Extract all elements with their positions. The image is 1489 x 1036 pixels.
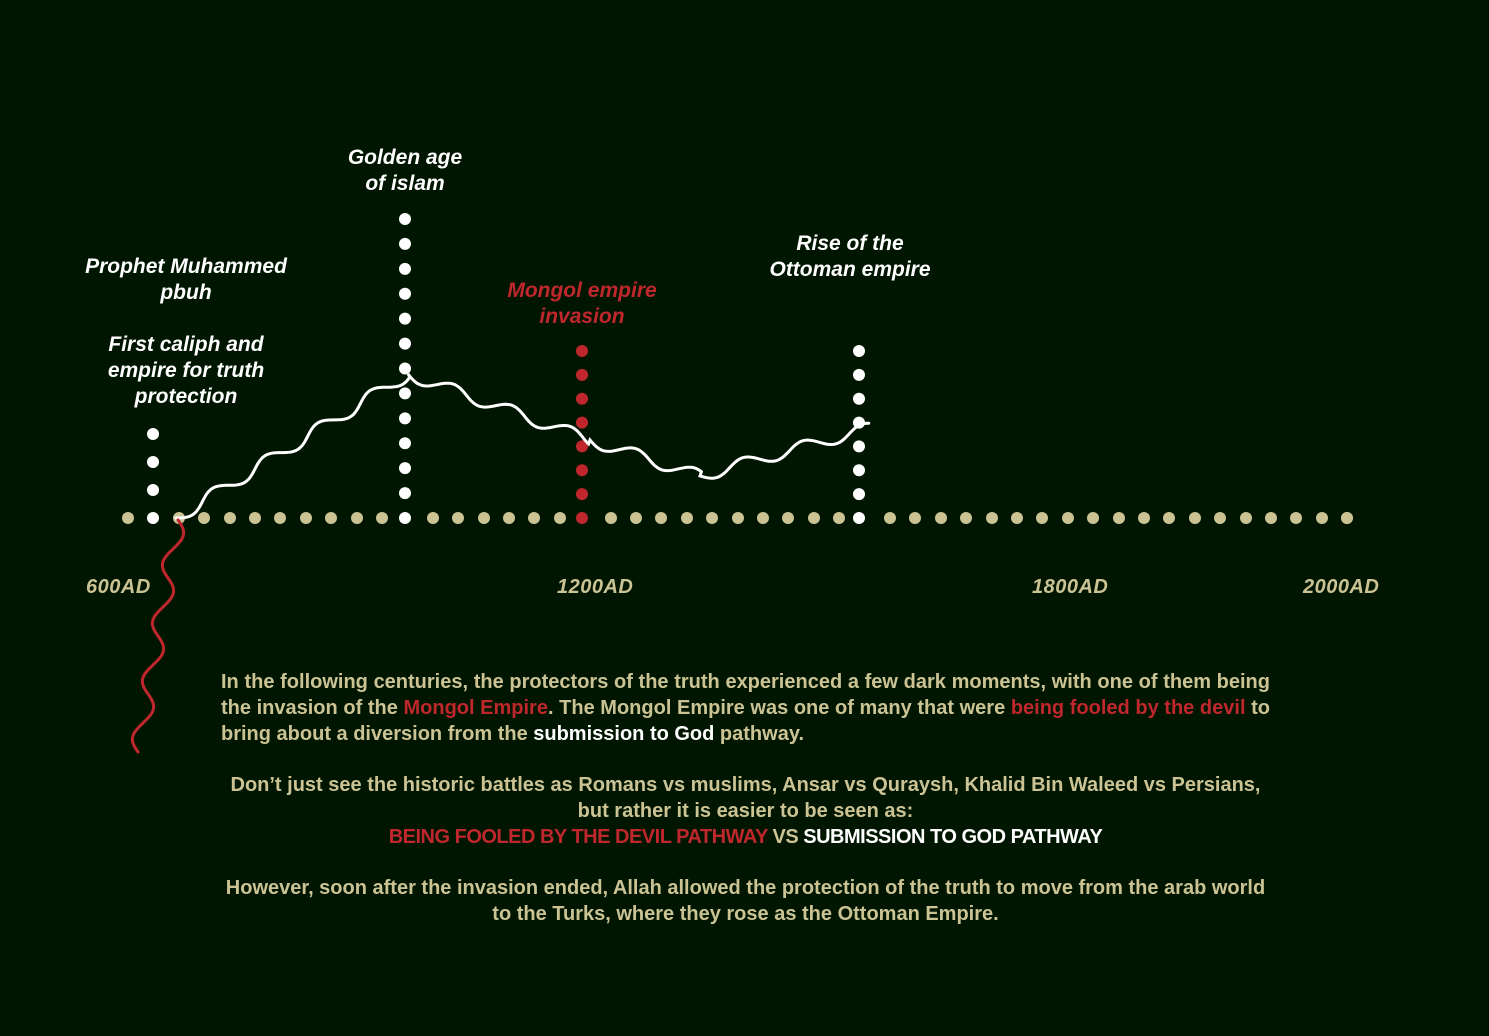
marker-mongol-invasion-dot [576,369,588,381]
marker-mongol-invasion-dot [576,464,588,476]
marker-golden-age-dot [399,437,411,449]
axis-dot [605,512,617,524]
axis-dot [681,512,693,524]
paragraph-ottoman-rise: However, soon after the invasion ended, Allah allowed the protection of the truth to move from the arab world to the Turks, where they rose as the Ottoman Empire. [225,877,1266,925]
axis-dot [884,512,896,524]
marker-golden-age-dot [399,487,411,499]
axis-dot [1062,512,1074,524]
axis-dot [960,512,972,524]
marker-first-caliph-dot [147,428,159,440]
marker-golden-age-dot [399,387,411,399]
axis-dot [1214,512,1226,524]
devil-diversion-wave [132,520,183,752]
axis-dot [274,512,286,524]
p1-mongol-empire: Mongol Empire [403,697,548,719]
marker-first-caliph-dot [147,512,159,524]
axis-dot [376,512,388,524]
p1-text-2: . The Mongol Empire was one of many that were [547,697,1011,719]
event-label-prophet: Prophet Muhammed pbuh [85,255,287,304]
axis-dot [1316,512,1328,524]
year-label-2000: 2000AD [1303,576,1380,598]
axis-dot [1113,512,1125,524]
marker-golden-age-dot [399,263,411,275]
axis-dot [427,512,439,524]
marker-golden-age-dot [399,512,411,524]
axis-dot [1087,512,1099,524]
marker-mongol-invasion-dot [576,417,588,429]
axis-dot [122,512,134,524]
axis-dot [909,512,921,524]
marker-first-caliph-dot [147,456,159,468]
axis-dot [706,512,718,524]
marker-ottoman-dot [853,464,865,476]
axis-dot [224,512,236,524]
p2-text: Don’t just see the historic battles as Romans vs muslims, Ansar vs Quraysh, Khalid Bin Waleed vs Persians, but rather it is easier to be seen as: [230,774,1261,822]
marker-golden-age-dot [399,363,411,375]
axis-dot [833,512,845,524]
marker-ottoman-dot [853,512,865,524]
axis-dot [808,512,820,524]
axis-dot [1011,512,1023,524]
marker-golden-age-dot [399,238,411,250]
event-label-ottoman: Rise of the Ottoman empire [769,232,931,281]
marker-golden-age-dot [399,213,411,225]
axis-dot [1290,512,1302,524]
marker-mongol-invasion-dot [576,393,588,405]
paragraph-mongol-invasion [221,669,1270,747]
p2-vs: VS [772,826,799,848]
axis-dot [782,512,794,524]
axis-dot [1163,512,1175,524]
marker-first-caliph-dot [147,484,159,496]
axis-dot [325,512,337,524]
axis-dot [452,512,464,524]
marker-golden-age-dot [399,412,411,424]
axis-dot [935,512,947,524]
axis-dot [1265,512,1277,524]
year-label-1800: 1800AD [1032,576,1109,598]
axis-dot [198,512,210,524]
p1-fooled-by-devil: being fooled by the devil [1010,697,1246,719]
event-label-mongol-invasion: Mongol empire invasion [507,279,657,328]
marker-mongol-invasion-dot [576,512,588,524]
axis-dot [757,512,769,524]
marker-ottoman-dot [853,345,865,357]
paragraph-pathways [221,772,1270,850]
axis-dot [1189,512,1201,524]
marker-ottoman-dot [853,440,865,452]
axis-dot [986,512,998,524]
axis-dot [732,512,744,524]
marker-ottoman-dot [853,393,865,405]
p1-text-4: pathway. [714,723,805,745]
axis-dot [249,512,261,524]
marker-mongol-invasion-dot [576,345,588,357]
marker-ottoman-dot [853,488,865,500]
axis-dot [1240,512,1252,524]
year-label-1200: 1200AD [557,576,634,598]
marker-golden-age-dot [399,288,411,300]
axis-dot [1138,512,1150,524]
axis-dot [1341,512,1353,524]
axis-dot [351,512,363,524]
p1-text-1: In the following centuries, the protectors of the truth experienced a few dark moments, with one of them being the invasion of the [221,671,1270,719]
marker-golden-age-dot [399,338,411,350]
p2-god-pathway: SUBMISSION TO GOD PATHWAY [803,826,1103,848]
marker-golden-age-dot [399,462,411,474]
marker-golden-age-dot [399,313,411,325]
marker-mongol-invasion-dot [576,488,588,500]
axis-dot [478,512,490,524]
axis-dot [503,512,515,524]
year-label-600: 600AD [86,576,151,598]
axis-dot [630,512,642,524]
axis-dot [528,512,540,524]
p2-devil-pathway: BEING FOOLED BY THE DEVIL PATHWAY [388,826,768,848]
p1-submission-to-god: submission to God [533,723,715,745]
p2-pathway-comparison [221,824,1270,850]
axis-dot [554,512,566,524]
event-label-first-caliph: First caliph and empire for truth protection [107,333,265,408]
marker-ottoman-dot [853,369,865,381]
axis-dot [300,512,312,524]
axis-dot [1036,512,1048,524]
event-label-golden-age: Golden age of islam [347,146,463,195]
axis-dot [655,512,667,524]
p1-text-3: to bring about a diversion from the [221,697,1270,745]
timeline-axis [122,512,1353,524]
